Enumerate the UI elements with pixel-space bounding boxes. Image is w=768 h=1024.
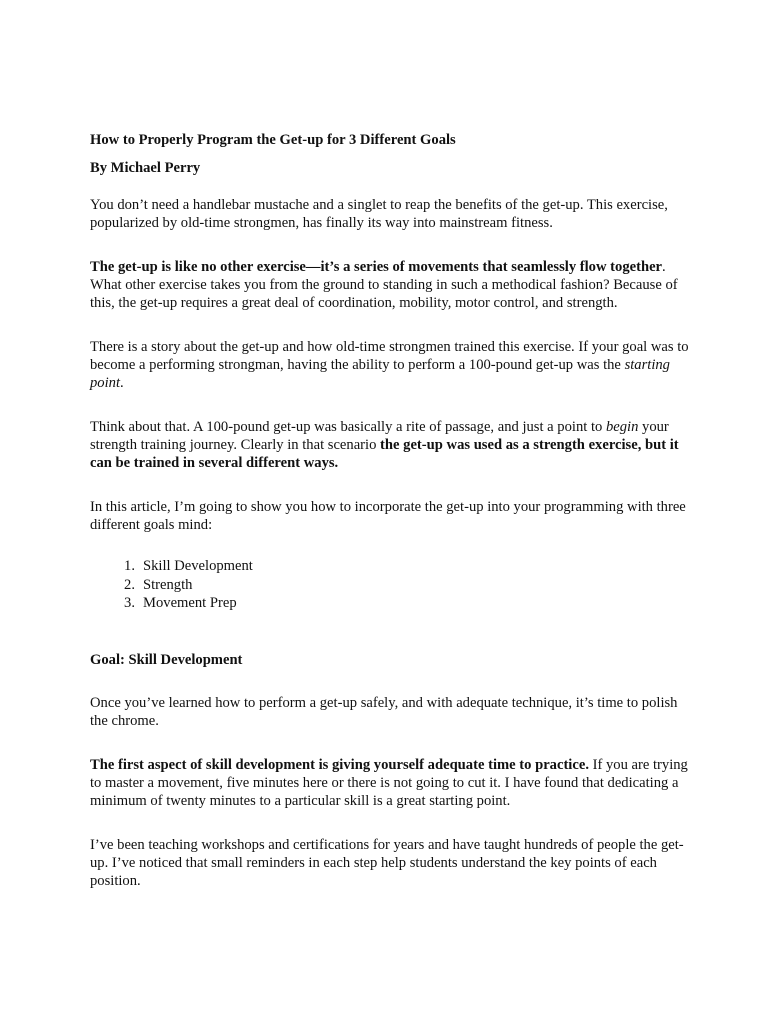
- body-text: .: [120, 375, 124, 391]
- body-text: If you are trying to master a movement, five minutes here or there is not going to cut it. I have found that dedicating a minimum of twenty minutes to a particular skill is a great starting point.: [90, 756, 688, 809]
- list-item: [90, 594, 690, 613]
- list-label: Strength: [143, 576, 193, 593]
- body-text: There is a story about the get-up and how old-time strongmen trained this exercise. If your goal was to become a performing strongman, having the ability to perform a 100-pound get-up was the: [90, 339, 689, 373]
- body-text: . What other exercise takes you from the ground to standing in such a methodical fashion? Because of this, the get-up requires a great deal of coordination, mobility, motor control, and strength.: [90, 259, 678, 311]
- section-heading: Goal: Skill Development: [90, 651, 243, 668]
- paragraph-article-overview: In this article, I’m going to show you how to incorporate the get-up into your programming with three different goals mind:: [90, 499, 686, 533]
- paragraph-get-up-unique: [90, 258, 690, 312]
- document-page: [90, 131, 690, 916]
- list-label: Skill Development: [143, 558, 253, 574]
- italic-text: starting point: [90, 357, 670, 391]
- paragraph-intro: You don’t need a handlebar mustache and a singlet to reap the benefits of the get-up. This exercise, popularized by old-time strongmen, has finally its way into mainstream fitness.: [90, 197, 668, 231]
- bold-text: The first aspect of skill development is giving yourself adequate time to practice.: [90, 756, 589, 773]
- list-item: [90, 557, 690, 576]
- body-text: Think about that. A 100-pound get-up was basically a rite of passage, and just a point to: [90, 419, 606, 435]
- list-number: 2.: [124, 576, 135, 593]
- body-text: your strength training journey. Clearly in that scenario: [90, 419, 669, 453]
- paragraph-polish-chrome: Once you’ve learned how to perform a get-up safely, and with adequate technique, it’s time to polish the chrome.: [90, 694, 678, 729]
- paragraph-workshops: I’ve been teaching workshops and certifications for years and have taught hundreds of people the get-up. I’ve noticed that small reminders in each step help students understand the key points of each position.: [90, 836, 684, 889]
- goals-list: [90, 557, 690, 613]
- bold-text: The get-up is like no other exercise—it’s a series of movements that seamlessly flow together: [90, 259, 663, 275]
- italic-text: begin: [605, 419, 639, 435]
- paragraph-practice-time: [90, 756, 690, 810]
- article-byline: By Michael Perry: [90, 160, 201, 176]
- list-item: [90, 576, 690, 595]
- list-number: 1.: [124, 558, 135, 574]
- list-number: 3.: [124, 595, 135, 611]
- bold-text: the get-up was used as a strength exercise, but it can be trained in several different ways.: [90, 437, 679, 471]
- list-label: Movement Prep: [143, 595, 237, 611]
- article-title: How to Properly Program the Get-up for 3 Different Goals: [90, 132, 456, 148]
- paragraph-strongman-story: [90, 338, 690, 392]
- paragraph-rite-of-passage: [90, 418, 690, 472]
